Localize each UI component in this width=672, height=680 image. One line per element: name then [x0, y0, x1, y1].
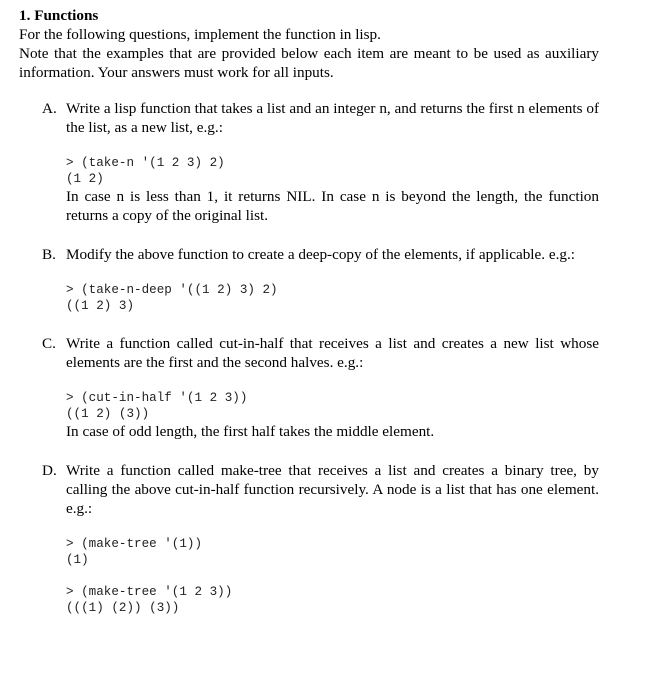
code-line: ((1 2) (3))	[66, 407, 150, 421]
question-d	[19, 461, 599, 616]
question-text: Write a function called make-tree that receives a list and creates a binary tree, by calling the above cut-in-half function recursively. A node is a list that has one element. e.g.:	[66, 462, 599, 517]
question-list	[19, 99, 599, 616]
question-text: Write a lisp function that takes a list and an integer n, and returns the first n elements of the list, as a new list, e.g.:	[66, 100, 599, 136]
question-letter: C.	[42, 335, 56, 352]
code-line: > (take-n '(1 2 3) 2)	[66, 156, 225, 170]
code-example	[66, 390, 599, 422]
code-line: (((1) (2)) (3))	[66, 601, 180, 615]
code-line: > (cut-in-half '(1 2 3))	[66, 391, 248, 405]
intro	[19, 25, 599, 82]
intro-line-2: Note that the examples that are provided below each item are meant to be used as auxiliary information. Your answers must work for all inputs.	[19, 45, 599, 81]
code-line: (1)	[66, 553, 89, 567]
question-text: Write a function called cut-in-half that receives a list and creates a new list whose elements are the first and the second halves. e.g.:	[66, 335, 599, 371]
question-note: In case n is less than 1, it returns NIL. In case n is beyond the length, the function returns a copy of the original list.	[66, 188, 599, 224]
code-line: ((1 2) 3)	[66, 299, 135, 313]
intro-line-1: For the following questions, implement the function in lisp.	[19, 26, 381, 43]
code-line: > (make-tree '(1 2 3))	[66, 585, 233, 599]
code-line: > (make-tree '(1))	[66, 537, 203, 551]
code-example	[66, 155, 599, 187]
question-c	[19, 334, 599, 441]
question-letter: D.	[42, 462, 57, 479]
code-example	[66, 282, 599, 314]
question-text: Modify the above function to create a deep-copy of the elements, if applicable. e.g.:	[66, 246, 576, 263]
code-line: (1 2)	[66, 172, 104, 186]
question-b	[19, 245, 599, 314]
section-title: 1. Functions	[19, 7, 99, 24]
question-letter: A.	[42, 100, 57, 117]
question-a	[19, 99, 599, 225]
code-line: > (take-n-deep '((1 2) 3) 2)	[66, 283, 278, 297]
code-example	[66, 536, 599, 616]
question-letter: B.	[42, 246, 56, 263]
document-page	[19, 6, 599, 636]
question-note: In case of odd length, the first half takes the middle element.	[66, 423, 435, 440]
